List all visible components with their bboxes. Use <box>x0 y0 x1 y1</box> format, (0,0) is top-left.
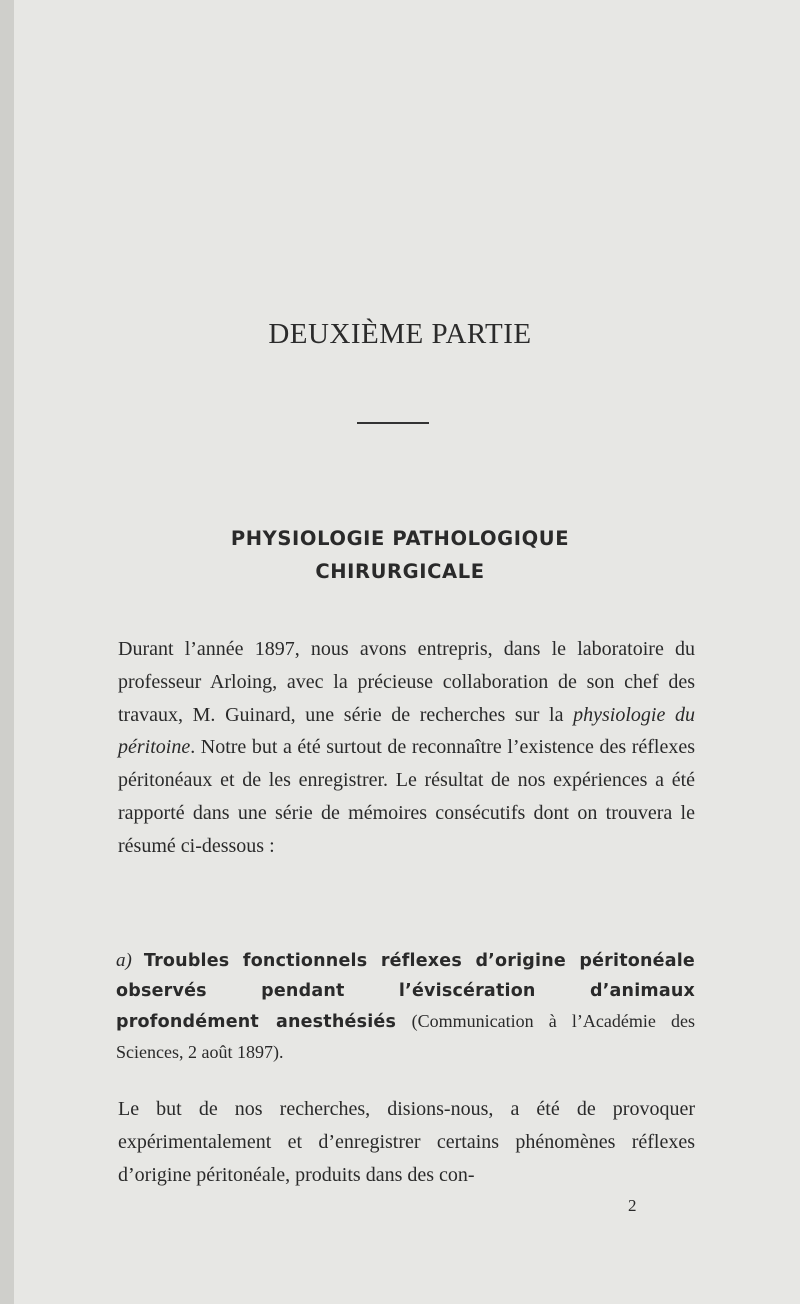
section-title <box>0 522 800 588</box>
part-title: DEUXIÈME PARTIE <box>268 318 532 350</box>
list-item-note: (Communication à l’Académie des Sciences, 2 août 1897). <box>116 1011 696 1062</box>
intro-text-italic: physiologie du péritoine <box>118 703 695 759</box>
body-paragraph: Le but de nos recherches, disions-nous, a été de provoquer expérimentalement et d’enregistrer certains phénomènes réflexes d’origine péritonéale, produits dans des con- <box>118 1098 695 1186</box>
list-item-title: Troubles fonctionnels réflexes d’origine péritonéale observés pendant l’éviscération d’animaux profondément anesthésiés <box>116 951 696 1032</box>
intro-text-end: . Notre but a été surtout de reconnaître l’existence des réflexes péritonéaux et de les enregistrer. Le résultat de nos expériences a été rapporté dans une série de mémoires consécutifs dont on trouvera le résumé ci-dessous : <box>118 736 695 857</box>
list-item-marker: a) <box>116 950 132 971</box>
section-title-line-2: CHIRURGICALE <box>315 560 485 583</box>
list-item-a <box>116 946 695 1068</box>
intro-text-start: Durant l’année 1897, nous avons entrepris, dans le laboratoire du professeur Arloing, avec la précieuse collaboration de son chef des travaux, M. Guinard, une série de recherches sur la <box>118 638 695 726</box>
section-title-line-1: PHYSIOLOGIE PATHOLOGIQUE <box>230 527 570 550</box>
page-number: 2 <box>628 1196 637 1215</box>
intro-paragraph <box>118 633 695 863</box>
separator-rule <box>357 422 429 424</box>
